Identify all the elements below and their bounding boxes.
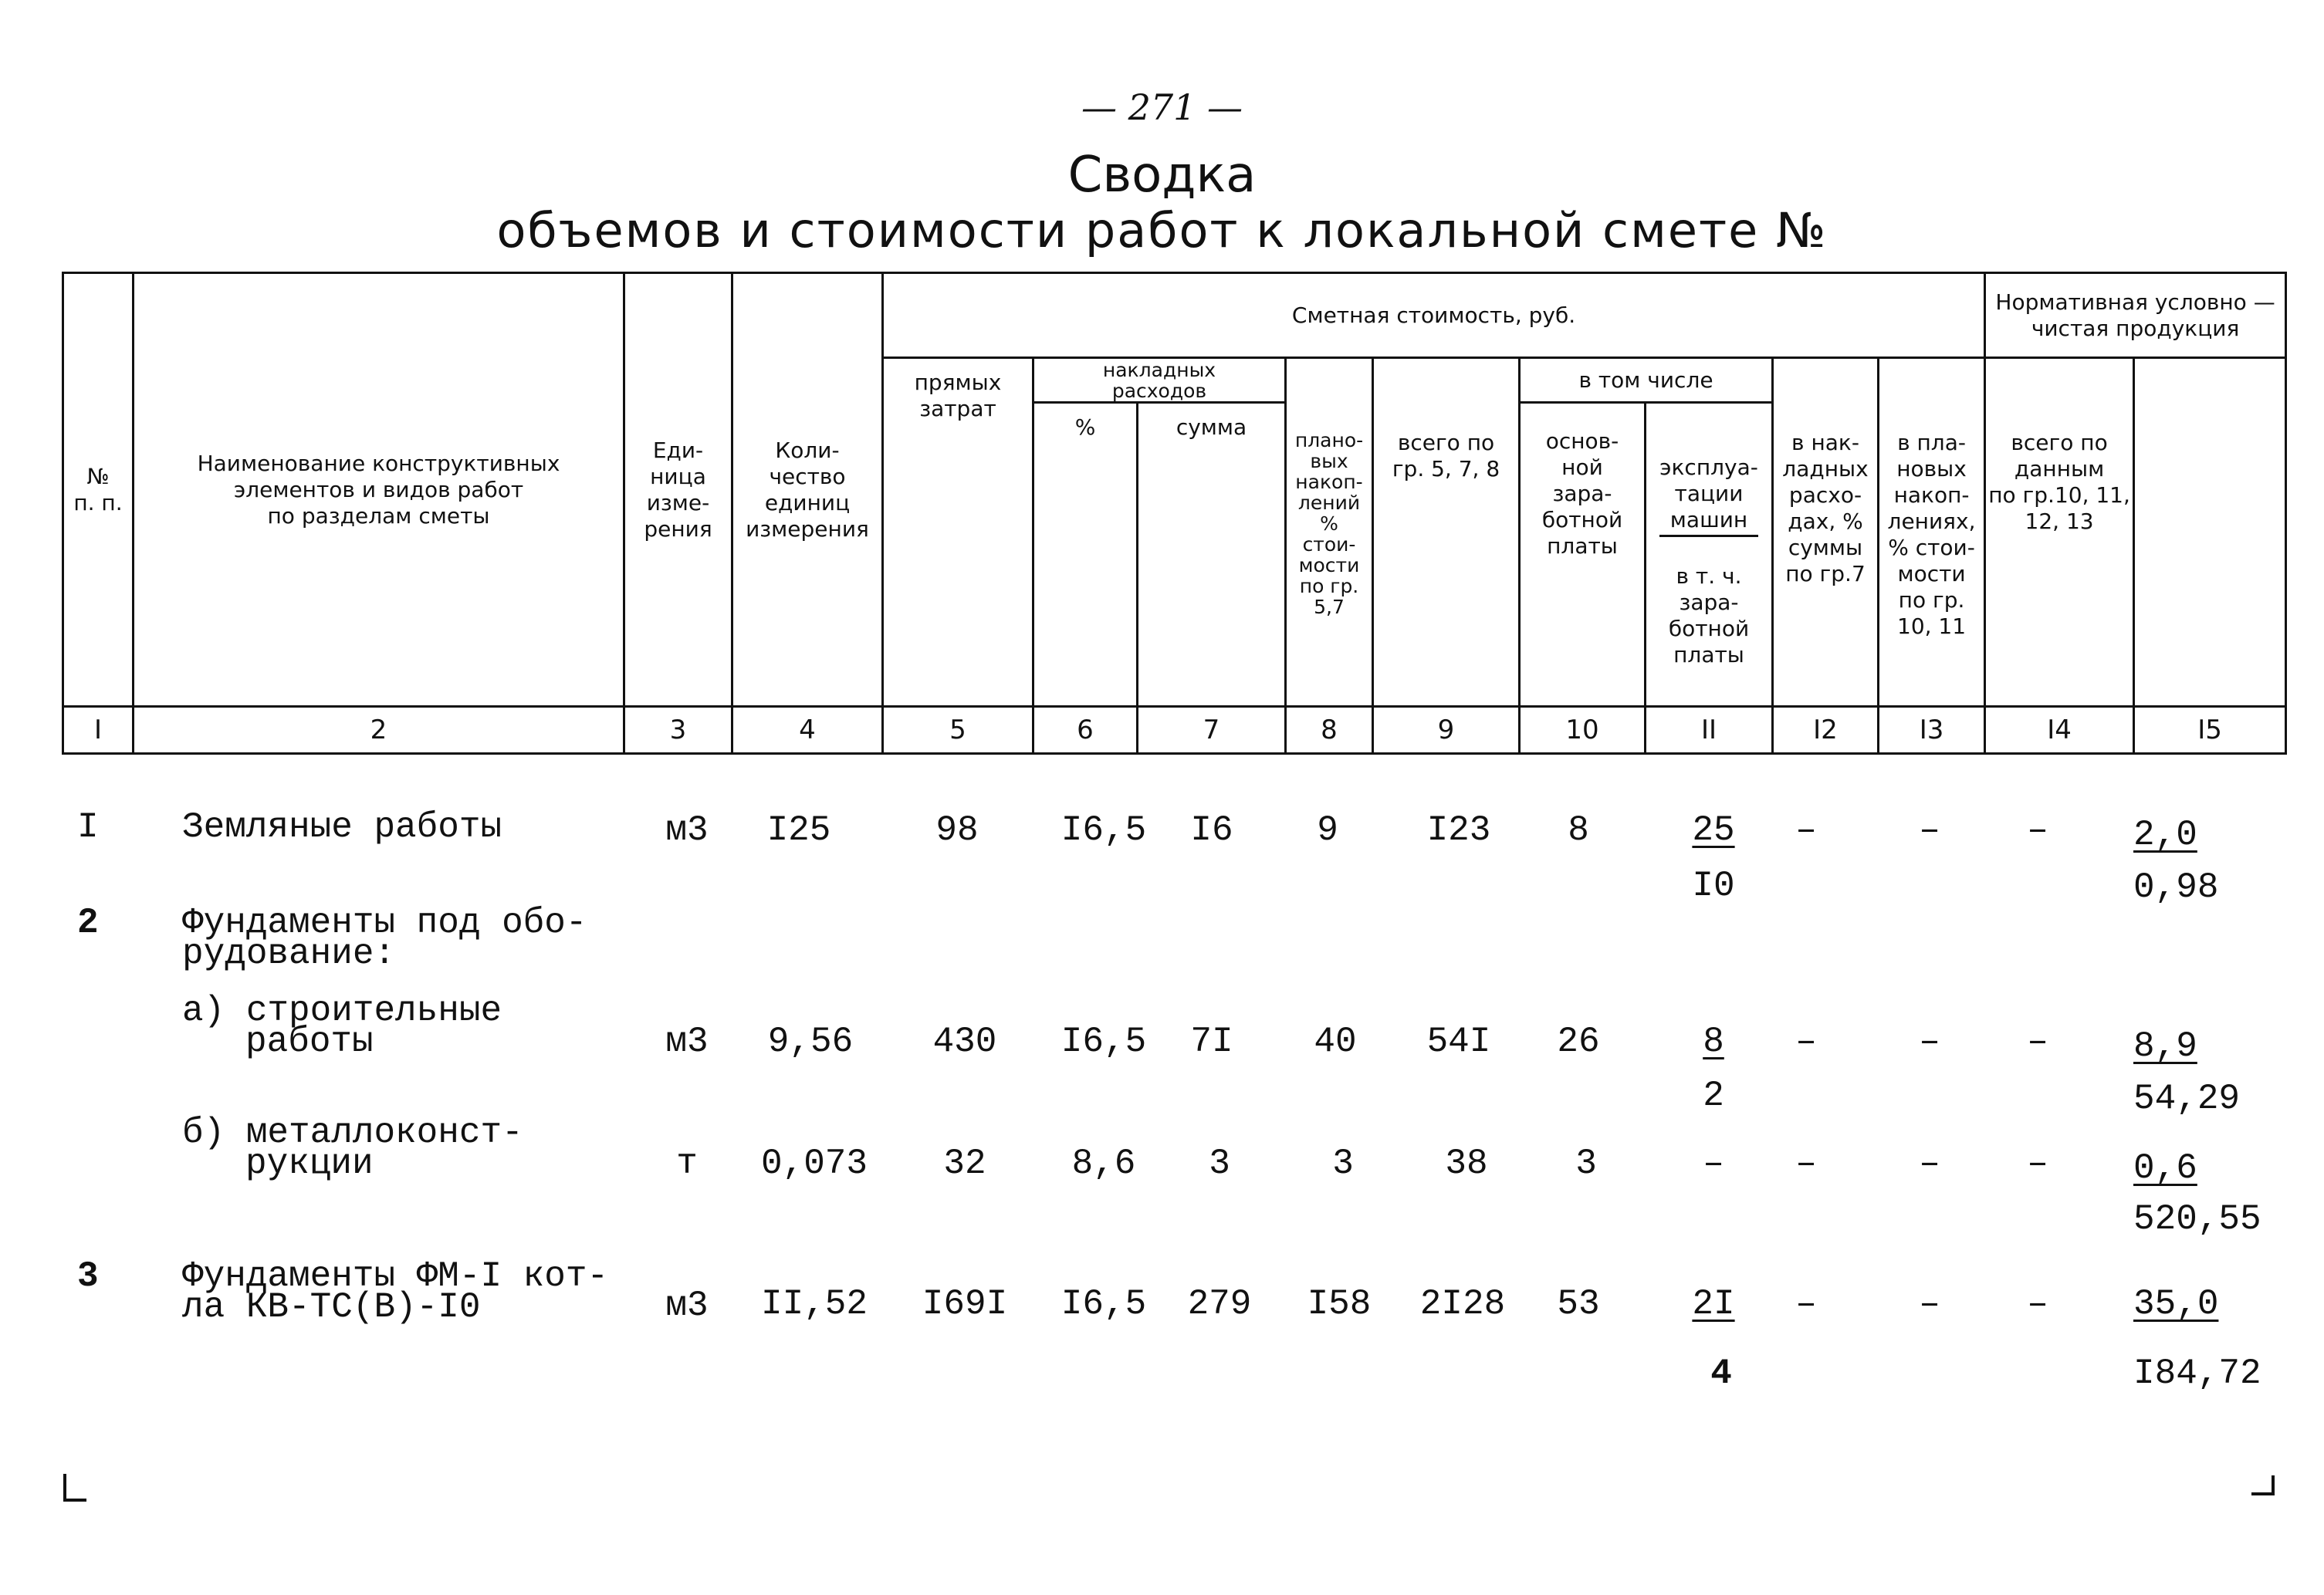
row-wage: 26 bbox=[1557, 1022, 1600, 1062]
row-norm-overhead: – bbox=[1795, 1022, 1817, 1062]
row-unit: м3 bbox=[665, 810, 709, 850]
row-machines: 25 bbox=[1692, 810, 1735, 850]
header-group-norm: Нормативная условно — чистая продукция bbox=[1985, 273, 2286, 358]
row-norm-overhead: – bbox=[1795, 1144, 1817, 1184]
header-col-sum: сумма bbox=[1138, 403, 1286, 707]
header-col-machines-bottom: в т. ч. зара- ботной платы bbox=[1668, 563, 1750, 667]
crop-mark-bottom-left bbox=[63, 1474, 86, 1502]
row-sum: 3 bbox=[1209, 1144, 1230, 1184]
header-col-quantity: Коли- чество единиц измерения bbox=[732, 273, 883, 707]
column-number: 2 bbox=[134, 707, 624, 754]
row-planned: 3 bbox=[1332, 1144, 1354, 1184]
row-sum: 7I bbox=[1190, 1022, 1233, 1062]
row-number: I bbox=[77, 807, 99, 847]
row-machines: – bbox=[1703, 1144, 1724, 1184]
row-direct: 430 bbox=[932, 1022, 997, 1062]
header-group-including: в том числе bbox=[1520, 358, 1773, 403]
row-norm-planned: – bbox=[1919, 1022, 1940, 1062]
row-total: I23 bbox=[1426, 810, 1491, 850]
row-share: 0,6 bbox=[2133, 1148, 2197, 1188]
header-group-overhead: накладных расходов bbox=[1033, 358, 1286, 403]
row-wage: 8 bbox=[1568, 810, 1589, 850]
row-machines-wage: I0 bbox=[1692, 866, 1735, 906]
row-planned: I58 bbox=[1307, 1284, 1372, 1324]
column-number: I5 bbox=[2134, 707, 2286, 754]
row-name: Фундаменты ФМ-I кот- bbox=[182, 1256, 609, 1296]
column-number: I4 bbox=[1985, 707, 2134, 754]
row-percent: I6,5 bbox=[1061, 810, 1147, 850]
row-norm-overhead: – bbox=[1795, 1284, 1817, 1324]
document-subtitle: объемов и стоимости работ к локальной смете № bbox=[496, 202, 1828, 259]
row-number: 2 bbox=[77, 903, 99, 943]
row-direct: 98 bbox=[935, 810, 979, 850]
header-col-machines bbox=[1646, 403, 1773, 707]
row-machines-wage: 2 bbox=[1703, 1076, 1724, 1116]
row-share: 2,0 bbox=[2133, 815, 2197, 855]
row-planned: 9 bbox=[1317, 810, 1338, 850]
row-norm-total: – bbox=[2027, 810, 2048, 850]
row-norm-planned: – bbox=[1919, 1284, 1940, 1324]
row-machines-wage: 4 bbox=[1710, 1353, 1732, 1394]
document-title: Сводка bbox=[1067, 147, 1257, 204]
crop-mark-bottom-right bbox=[2251, 1475, 2275, 1495]
row-wage: 53 bbox=[1557, 1284, 1600, 1324]
row-name: Фундаменты под обо- bbox=[182, 903, 587, 943]
header-col-total: всего по гр. 5, 7, 8 bbox=[1373, 358, 1520, 707]
row-name: рудование: bbox=[182, 934, 396, 974]
row-share: 35,0 bbox=[2133, 1284, 2219, 1324]
row-name: а) строительные bbox=[182, 991, 502, 1031]
header-group-cost: Сметная стоимость, руб. bbox=[883, 273, 1985, 358]
row-percent: I6,5 bbox=[1061, 1284, 1147, 1324]
row-sum: 279 bbox=[1187, 1284, 1252, 1324]
row-norm-planned: – bbox=[1919, 1144, 1940, 1184]
header-col-number: № п. п. bbox=[63, 273, 134, 707]
header-col-wage: основ- ной зара- ботной платы bbox=[1520, 403, 1646, 707]
row-direct: 32 bbox=[943, 1144, 986, 1184]
row-direct: I69I bbox=[922, 1284, 1008, 1324]
column-number: 3 bbox=[624, 707, 732, 754]
header-col-direct: прямых затрат bbox=[883, 358, 1033, 707]
header-col-planned: плано- вых накоп- лений % стои- мости по гр. 5,7 bbox=[1286, 358, 1373, 707]
row-wage: 3 bbox=[1575, 1144, 1597, 1184]
column-number: 8 bbox=[1286, 707, 1373, 754]
row-unit-cost: 520,55 bbox=[2133, 1199, 2261, 1239]
row-number: 3 bbox=[77, 1256, 99, 1296]
column-number: I3 bbox=[1879, 707, 1985, 754]
column-number: 4 bbox=[732, 707, 883, 754]
row-unit-cost: 54,29 bbox=[2133, 1079, 2241, 1119]
row-unit: м3 bbox=[665, 1022, 709, 1062]
row-norm-total: – bbox=[2027, 1022, 2048, 1062]
header-col-norm-total: всего по данным по гр.10, 11, 12, 13 bbox=[1985, 358, 2134, 707]
row-unit-cost: I84,72 bbox=[2133, 1353, 2261, 1394]
row-quantity: 0,073 bbox=[760, 1144, 868, 1184]
row-quantity: II,52 bbox=[760, 1284, 868, 1324]
row-planned: 40 bbox=[1314, 1022, 1357, 1062]
header-col-machines-top: эксплуа- тации машин bbox=[1659, 455, 1758, 537]
header-col-unit: Еди- ница изме- рения bbox=[624, 273, 732, 707]
page-number: — 271 — bbox=[1081, 86, 1243, 128]
row-norm-total: – bbox=[2027, 1144, 2048, 1184]
row-quantity: I25 bbox=[766, 810, 831, 850]
row-quantity: 9,56 bbox=[767, 1022, 854, 1062]
row-name: Земляные работы bbox=[182, 807, 502, 847]
column-number: I bbox=[63, 707, 134, 754]
row-total: 38 bbox=[1445, 1144, 1488, 1184]
row-name: работы bbox=[245, 1022, 374, 1062]
column-number: 6 bbox=[1033, 707, 1138, 754]
row-unit: т bbox=[676, 1144, 698, 1184]
row-sum: I6 bbox=[1190, 810, 1233, 850]
row-unit-cost: 0,98 bbox=[2133, 867, 2219, 907]
column-number: 9 bbox=[1373, 707, 1520, 754]
row-total: 2I28 bbox=[1419, 1284, 1506, 1324]
row-norm-overhead: – bbox=[1795, 810, 1817, 850]
row-norm-total: – bbox=[2027, 1284, 2048, 1324]
row-total: 54I bbox=[1426, 1022, 1491, 1062]
header-table bbox=[62, 272, 2277, 752]
row-norm-planned: – bbox=[1919, 810, 1940, 850]
header-col-norm-overhead: в нак- ладных расхо- дах, % суммы по гр.7 bbox=[1773, 358, 1879, 707]
row-percent: I6,5 bbox=[1061, 1022, 1147, 1062]
row-name: б) металлоконст- bbox=[182, 1113, 523, 1153]
row-name: ла КВ-ТС(В)-I0 bbox=[182, 1287, 481, 1327]
column-number: II bbox=[1646, 707, 1773, 754]
column-number: 7 bbox=[1138, 707, 1286, 754]
row-share: 8,9 bbox=[2133, 1026, 2197, 1066]
header-col-name: Наименование конструктивных элементов и видов работ по разделам сметы bbox=[134, 273, 624, 707]
header-col-norm-planned: в пла- новых накоп- лениях, % стои- мости по гр. 10, 11 bbox=[1879, 358, 1985, 707]
row-percent: 8,6 bbox=[1071, 1144, 1136, 1184]
header-col-percent: % bbox=[1033, 403, 1138, 707]
row-name: рукции bbox=[245, 1144, 374, 1184]
row-unit: м3 bbox=[665, 1286, 709, 1326]
row-machines: 8 bbox=[1703, 1022, 1724, 1062]
row-machines: 2I bbox=[1692, 1284, 1735, 1324]
column-number: 10 bbox=[1520, 707, 1646, 754]
column-number: I2 bbox=[1773, 707, 1879, 754]
column-number: 5 bbox=[883, 707, 1033, 754]
